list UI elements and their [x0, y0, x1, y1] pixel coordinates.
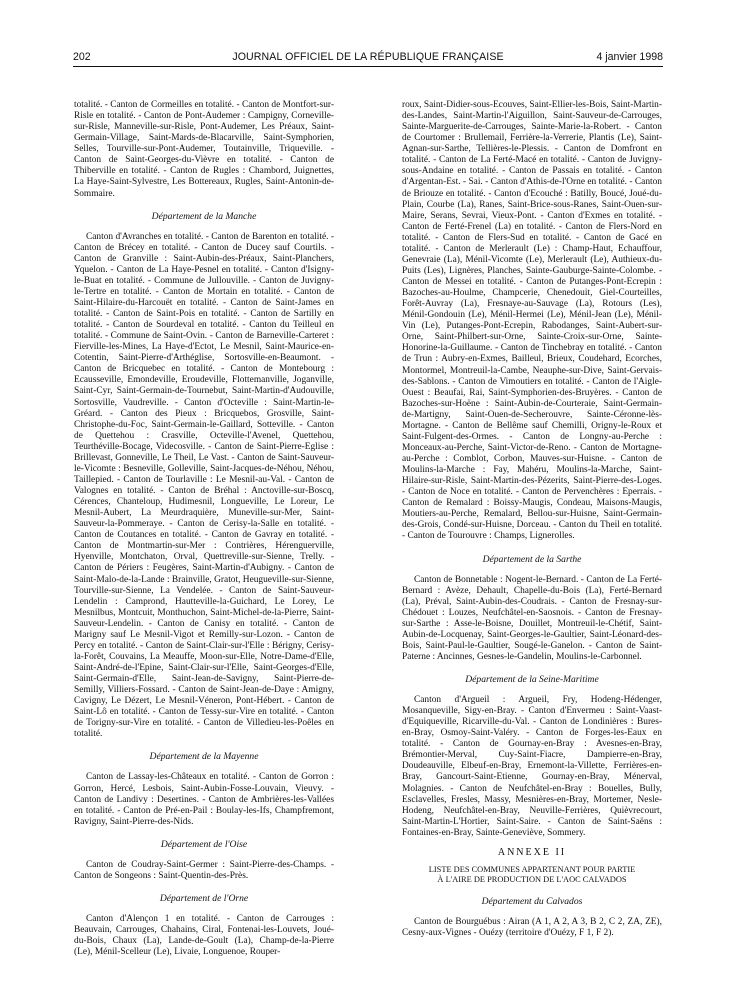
oise-heading: Département de l'Oise: [160, 838, 248, 850]
orne-continued-paragraph: roux, Saint-Didier-sous-Ecouves, Saint-Ellier-les-Bois, Saint-Martin-des-Landes, Saint-Martin-l'Aiguillon, Saint-Sauveur-de-Carrouges, Sainte-Marguerite-de-Carrouges, Sainte-Marie-la-Robert. - Canton de Courtomer : Brullemail, Ferrière-la-Verrerie, Plantis (Le), Saint-Agnan-sur-Sarthe, Tellières-le-Plessis. - Canton de Domfront en totalité. - Canton de La Ferté-Macé en totalité. - Canton de Juvigny-sous-Andaine en totalité. - Canton de Passais en totalité. - Canton d'Argentan-Est. - Sai. - Canton d'Athis-de-l'Orne en totalité. - Canton de Briouze en totalité. - Canton d'Ecouché : Batilly, Boucé, Joué-du-Plain, Courbe (La), Ranes, Saint-Brice-sous-Ranes, Saint-Ouen-sur-Maire, Serans, Sevrai, Vieux-Pont. - Canton d'Exmes en totalité. - Canton de Ferté-Frenel (La) en totalité. - Canton de Flers-Nord en totalité. - Canton de Flers-Sud en totalité. - Canton de Gacé en totalité. - Canton de Merlerault (Le) : Champ-Haut, Echauffour, Genevraie (La), Ménil-Vicomte (Le), Merlerault (Le), Authieux-du-Puits (Les), Lignères, Planches, Sainte-Gauburge-Sainte-Colombe. - Canton de Messei en totalité. - Canton de Putanges-Pont-Ecrepin : Bazoches-au-Houlme, Champcerie, Chenedouit, Giel-Courteilles, Forêt-Auvray (La), Fresnaye-au-Sauvage (La), Rotours (Les), Ménil-Gondouin (Le), Ménil-Hermei (Le), Ménil-Jean (Le), Ménil-Vin (Le), Putanges-Pont-Ecrepin, Rabodanges, Saint-Aubert-sur-Orne, Saint-Philbert-sur-Orne, Sainte-Croix-sur-Orne, Sainte-Honorine-la-Guillaume. - Canton de Tinchebray en totalité. - Canton de Trun : Aubry-en-Exmes, Bailleul, Brieux, Coudehard, Ecorches, Montormel, Montreuil-la-Cambe, Neauphe-sur-Dive, Saint-Gervais-des-Sablons. - Canton de Vimoutiers en totalité. - Canton de l'Aigle-Ouest : Beaufai, Rai, Saint-Symphorien-des-Bruyères. - Canton de Bazoches-sur-Hoëne : Saint-Aubin-de-Courteraie, Saint-Germain-de-Martigny, Saint-Ouen-de-Secherouvre, Sainte-Céronne-lès-Mortagne. - Canton de Bellême sauf Chemilli, Origny-le-Roux et Saint-Fulgent-des-Ormes. - Canton de Longny-au-Perche : Monceaux-au-Perche, Saint-Victor-de-Reno. - Canton de Mortagne-au-Perche : Comblot, Corbon, Mauves-sur-Huisne. - Canton de Moulins-la-Marche : Fay, Mahéru, Moulins-la-Marche, Saint-Hilaire-sur-Risle, Saint-Martin-des-Pézerits, Saint-Pierre-des-Loges. - Canton de Noce en totalité. - Canton de Pervenchères : Eperrais. - Canton de Remalard : Boissy-Maugis, Condeau, Maisons-Maugis, Moutiers-au-Perche, Remalard, Bellou-sur-Huisne, Saint-Germain-des-Grois, Condé-sur-Huisne, Dorceau. - Canton du Theil en totalité. - Canton de Tourouvre : Champs, Lignerolles.: [402, 100, 662, 542]
journal-title: JOURNAL OFFICIEL DE LA RÉPUBLIQUE FRANÇAISE: [232, 51, 504, 63]
left-column: [74, 100, 334, 958]
seine-maritime-heading: Département de la Seine-Maritime: [465, 674, 599, 685]
annexe-subtitle-line-2: À L'AIRE DE PRODUCTION DE L'AOC CALVADOS: [437, 874, 627, 884]
orne-paragraph: Canton d'Alençon 1 en totalité. - Canton de Carrouges : Beauvain, Carrouges, Chahains, Ciral, Fontenai-les-Louvets, Joué-du-Bois, Chaux (La), Lande-de-Goult (La), Champ-de-la-Pierre (Le), Ménil-Scelleur (Le), Livaie, Longuenoe, Rouper-: [74, 913, 334, 958]
mayenne-paragraph: Canton de Lassay-les-Châteaux en totalité. - Canton de Gorron : Gorron, Hercé, Lesbois, Saint-Aubin-Fosse-Louvain, Vieuvy. - Canton de Landivy : Desertines. - Canton de Ambrières-les-Vallées en totalité. - Canton de Pré-en-Pail : Boulay-les-Ifs, Champfremont, Ravigny, Saint-Pierre-des-Nids.: [74, 772, 334, 827]
manche-paragraph: Canton d'Avranches en totalité. - Canton de Barenton en totalité. - Canton de Brécey en totalité. - Canton de Ducey sauf Courtils. - Canton de Granville : Saint-Aubin-des-Préaux, Saint-Planchers, Yquelon. - Canton de La Haye-Pesnel en totalité. - Canton d'Isigny-le-Buat en totalité. - Commune de Jullouville. - Canton de Juvigny-le-Tertre en totalité. - Canton de Mortain en totalité. - Canton de Saint-Hilaire-du-Harcouët en totalité. - Canton de Saint-James en totalité. - Canton de Saint-Pois en totalité. - Canton de Sartilly en totalité. - Canton de Sourdeval en totalité. - Canton du Teilleul en totalité. - Commune de Saint-Ovin. - Canton de Barneville-Carteret : Fierville-les-Mines, La Haye-d'Ectot, Le Mesnil, Saint-Maurice-en-Cotentin, Saint-Pierre-d'Arthéglise, Sortosville-en-Beaumont. - Canton de Bricquebec en totalité. - Canton de Montebourg : Ecausseville, Emondeville, Eroudeville, Flottemanville, Joganville, Saint-Cyr, Saint-Germain-de-Tournebut, Saint-Martin-d'Audouville, Sortosville, Vaudreville. - Canton d'Octeville : Saint-Martin-le-Gréard. - Canton des Pieux : Bricquebos, Grosville, Saint-Christophe-du-Foc, Saint-Germain-le-Gaillard, Sotteville. - Canton de Quettehou : Crasville, Octeville-l'Avenel, Quettehou, Teurthéville-Bocage, Videcosville. - Canton de Saint-Pierre-Eglise : Brillevast, Gonneville, Le Theil, Le Vast. - Canton de Saint-Sauveur-le-Vicomte : Besneville, Golleville, Saint-Jacques-de-Néhou, Néhou, Taillepied. - Canton de Tourlaville : Le Mesnil-au-Val. - Canton de Valognes en totalité. - Canton de Bréhal : Anctoville-sur-Boscq, Cérences, Chanteloup, Hudimesnil, Longueville, Le Loreur, Le Mesnil-Aubert, La Meurdraquière, Muneville-sur-Mer, Saint-Sauveur-la-Pommeraye. - Canton de Cerisy-la-Salle en totalité. - Canton de Coutances en totalité. - Canton de Gavray en totalité. - Canton de Montmartin-sur-Mer : Contrières, Hérenguerville, Hyenville, Montchaton, Orval, Quettreville-sur-Sienne, Trelly. - Canton de Périers : Feugères, Saint-Martin-d'Aubigny. - Canton de Saint-Malo-de-la-Lande : Brainville, Gratot, Heugueville-sur-Sienne, Tourville-sur-Sienne, La Vendelée. - Canton de Saint-Sauveur-Lendelin : Camprond, Hautteville-la-Guichard, Le Lorey, Le Mesnilbus, Montcuit, Monthuchon, Saint-Michel-de-la-Pierre, Saint-Sauveur-Lendelin. - Canton de Canisy en totalité. - Canton de Marigny sauf Le Mesnil-Vigot et Remilly-sur-Lozon. - Canton de Percy en totalité. - Canton de Saint-Clair-sur-l'Elle : Bérigny, Cerisy-la-Forêt, Couvains, La Meauffe, Moon-sur-Elle, Notre-Dame-d'Elle, Saint-André-de-l'Epine, Saint-Clair-sur-l'Elle, Saint-Georges-d'Elle, Saint-Germain-d'Elle, Saint-Jean-de-Savigny, Saint-Pierre-de-Semilly, Villiers-Fossard. - Canton de Saint-Jean-de-Daye : Amigny, Cavigny, Le Dézert, Le Mesnil-Véneron, Pont-Hébert. - Canton de Saint-Lô en totalité. - Canton de Tessy-sur-Vire en totalité. - Canton de Torigny-sur-Vire en totalité. - Canton de Villedieu-les-Poêles en totalité.: [74, 231, 334, 740]
calvados-paragraph: Canton de Bourguébus : Airan (A 1, A 2, A 3, B 2, C 2, ZA, ZE), Cesny-aux-Vignes - Ouézy (territoire d'Ouézy, F 1, F 2).: [402, 916, 662, 938]
orne-heading: Département de l'Orne: [159, 892, 249, 904]
right-column: [402, 100, 662, 939]
oise-paragraph: Canton de Coudray-Saint-Germer : Saint-Pierre-des-Champs. - Canton de Songeons : Saint-Quentin-des-Près.: [74, 859, 334, 881]
eure-continued-paragraph: totalité. - Canton de Cormeilles en totalité. - Canton de Montfort-sur-Risle en totalité. - Canton de Pont-Audemer : Campigny, Corneville-sur-Risle, Manneville-sur-Risle, Pont-Audemer, Les Préaux, Saint-Germain-Village, Saint-Mards-de-Blacarville, Saint-Symphorien, Selles, Tourville-sur-Pont-Audemer, Toutainville, Triqueville. - Canton de Saint-Georges-du-Vièvre en totalité. - Canton de Thiberville en totalité. - Canton de Rugles : Chambord, Juignettes, La Haye-Saint-Sylvestre, Les Bottereaux, Rugles, Saint-Antonin-de-Sommaire.: [74, 100, 334, 199]
header-rule: [73, 66, 663, 67]
sarthe-heading: Département de la Sarthe: [482, 553, 582, 565]
annexe-subtitle-line-1: LISTE DES COMMUNES APPARTENANT POUR PARTIE: [428, 864, 636, 874]
page-number: 202: [73, 51, 91, 63]
calvados-heading: Département du Calvados: [481, 895, 583, 907]
manche-heading: Département de la Manche: [151, 210, 257, 222]
seine-maritime-paragraph: Canton d'Argueil : Argueil, Fry, Hodeng-Hédenger, Mosanqueville, Sigy-en-Bray. - Canton d'Envermeu : Saint-Vaast-d'Equiqueville, Ricarville-du-Val. - Canton de Londinières : Bures-en-Bray, Osmoy-Saint-Valéry. - Canton de Forges-les-Eaux en totalité. - Canton de Gournay-en-Bray : Avesnes-en-Bray, Brémontier-Merval, Cuy-Saint-Fiacre, Dampierre-en-Bray, Doudeauville, Elbeuf-en-Bray, Ernemont-la-Villette, Ferrières-en-Bray, Gancourt-Saint-Etienne, Gournay-en-Bray, Ménerval, Molagnies. - Canton de Neufchâtel-en-Bray : Bouelles, Bully, Esclavelles, Fresles, Massy, Mesnières-en-Bray, Mortemer, Nesle-Hodeng, Neufchâtel-en-Bray, Neuville-Ferrières, Quièvrecourt, Saint-Martin-L'Hortier, Saint-Saire. - Canton de Saint-Saëns : Fontaines-en-Bray, Sainte-Geneviève, Sommery.: [402, 695, 662, 838]
mayenne-heading: Département de la Mayenne: [149, 751, 259, 763]
sarthe-paragraph: Canton de Bonnetable : Nogent-le-Bernard. - Canton de La Ferté-Bernard : Avèze, Dehault, Chapelle-du-Bois (La), Ferté-Bernard (La), Préval, Saint-Aubin-des-Coudrais. - Canton de Fresnay-sur-Chédouet : Louzes, Neufchâtel-en-Saosnois. - Canton de Fresnay-sur-Sarthe : Asse-le-Boisne, Douillet, Montreuil-le-Chétif, Saint-Aubin-de-Locquenay, Saint-Georges-le-Gaultier, Saint-Léonard-des-Bois, Saint-Paul-le-Gaultier, Sougé-le-Ganelon. - Canton de Saint-Paterne : Ancinnes, Gesnes-le-Gandelin, Moulins-le-Carbonnel.: [402, 574, 662, 662]
page-header: [73, 51, 663, 67]
issue-date: 4 janvier 1998: [596, 51, 663, 63]
annexe-title: ANNEXE II: [497, 846, 567, 858]
